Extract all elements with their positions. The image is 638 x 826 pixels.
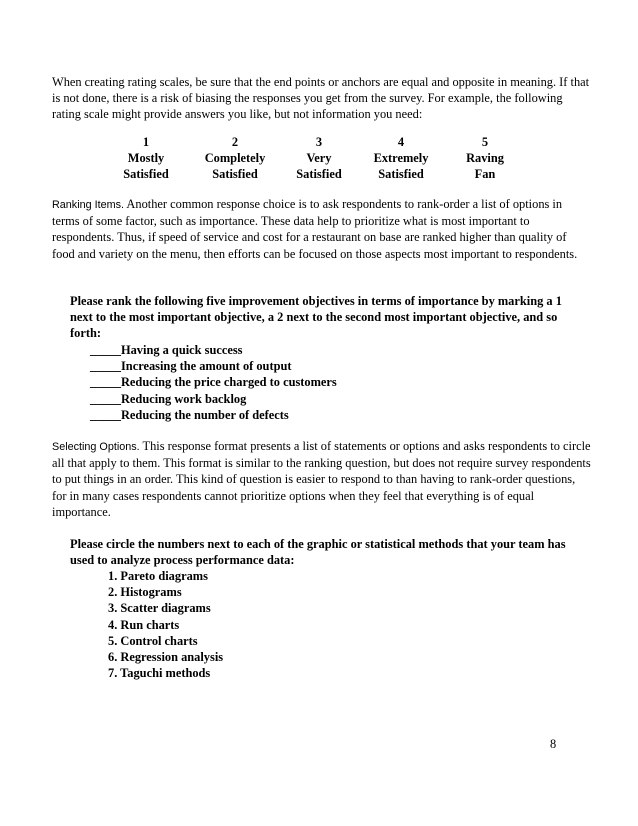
scale-option: 1 Mostly Satisfied (123, 135, 169, 182)
scale-option: 3 Very Satisfied (296, 135, 342, 182)
selecting-lead: Selecting Options. (52, 441, 140, 453)
selecting-question: Please circle the numbers next to each of the graphic or statistical methods that your team has used to analyze process performance data: (70, 537, 566, 568)
ranking-list (90, 342, 337, 423)
list-item: _____Reducing the price charged to customers (90, 375, 337, 390)
list-item: _____Having a quick success (90, 343, 243, 357)
list-item: 6. Regression analysis (108, 650, 224, 665)
ranking-paragraph (52, 196, 592, 262)
list-item: 2. Histograms (108, 585, 182, 600)
list-item: _____Reducing work backlog (90, 391, 247, 406)
ranking-lead: Ranking Items. (52, 199, 125, 211)
intro-paragraph: When creating rating scales, be sure that the end points or anchors are equal and opposite in meaning. If that is not done, there is a risk of biasing the responses you get from the survey. For example, the following rating scale might provide answers you like, but not information you need: (52, 75, 590, 122)
list-item: _____Increasing the amount of output (90, 359, 292, 374)
list-item: 5. Control charts (108, 633, 198, 648)
selecting-text: This response format presents a list of statements or options and asks respondents to circle all that apply to them. This format is similar to the ranking question, but does not require survey respondents to put things in an order. This kind of question is easier to respond to than having to rank-order questions, for in many cases respondents cannot prioritize options when they feel that everything is of equal importance. (52, 439, 591, 519)
list-item: 4. Run charts (108, 617, 180, 632)
ranking-question: Please rank the following five improvement objectives in terms of importance by marking a 1 next to the most important objective, a 2 next to the second most important objective, and so forth: (70, 294, 562, 341)
methods-list (108, 568, 223, 681)
selecting-paragraph (52, 438, 592, 520)
list-item: 1. Pareto diagrams (108, 569, 208, 583)
scale-option: 2 Completely Satisfied (204, 135, 266, 182)
list-item: 7. Taguchi methods (108, 666, 211, 681)
list-item: _____Reducing the number of defects (90, 407, 289, 422)
scale-option: 4 Extremely Satisfied (373, 135, 429, 182)
page-number: 8 (550, 737, 557, 751)
ranking-text: Another common response choice is to ask respondents to rank-order a list of options in terms of some factor, such as importance. These data help to prioritize what is most important to respondents. Thus, if speed of service and cost for a restaurant on base are ranked higher than quality of food and variety on the menu, then efforts can be focused on those aspects most important to respondents. (52, 197, 578, 261)
list-item: 3. Scatter diagrams (108, 601, 211, 616)
scale-option: 5 Raving Fan (466, 135, 504, 182)
